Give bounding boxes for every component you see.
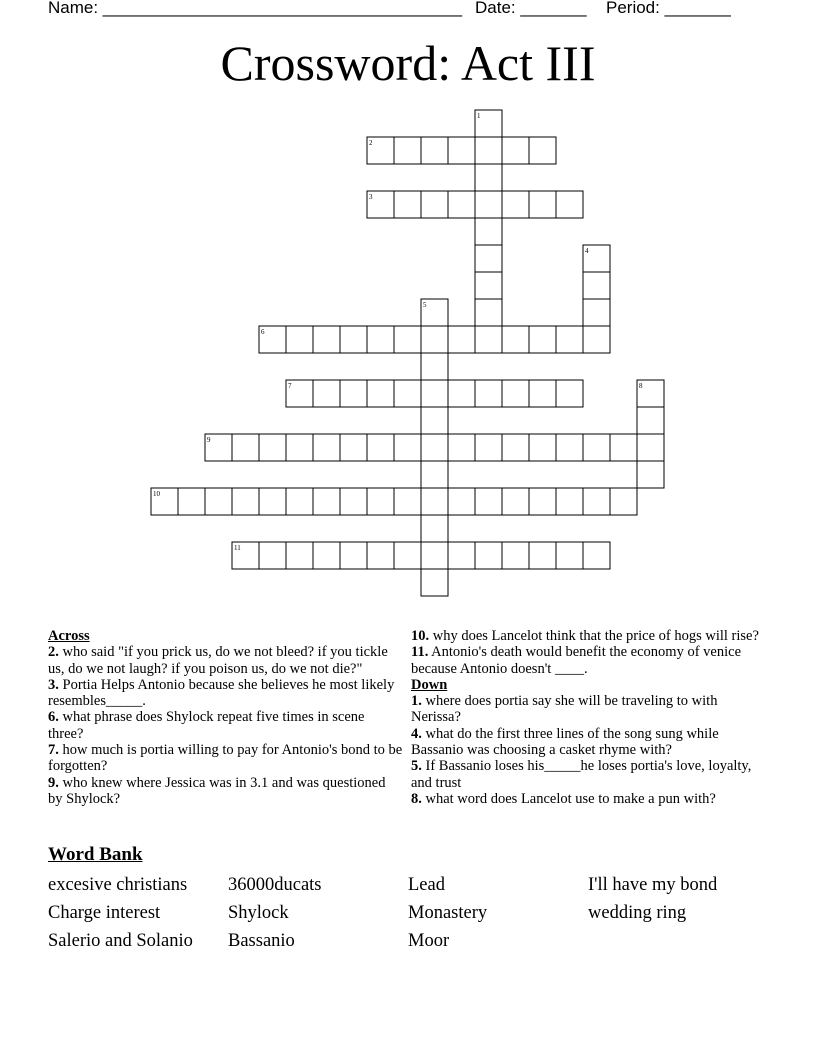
across-heading: Across — [48, 628, 90, 644]
page-title: Crossword: Act III — [220, 35, 596, 91]
grid-cell[interactable] — [529, 191, 556, 218]
grid-cell[interactable] — [394, 380, 421, 407]
grid-cell[interactable] — [367, 326, 394, 353]
grid-cell[interactable] — [313, 434, 340, 461]
clue-number: 2 — [369, 139, 373, 147]
grid-cell[interactable] — [475, 299, 502, 326]
clue-across-9: 9. who knew where Jessica was in 3.1 and was questioned by Shylock? — [48, 774, 386, 807]
clue-number: 8 — [639, 382, 643, 390]
grid-cell[interactable] — [394, 191, 421, 218]
grid-cell[interactable] — [421, 542, 448, 569]
grid-cell[interactable] — [529, 542, 556, 569]
grid-cell[interactable] — [205, 488, 232, 515]
word-bank-item: Charge interest — [48, 903, 161, 923]
grid-cell[interactable] — [421, 191, 448, 218]
word-bank-item: excesive christians — [48, 875, 188, 895]
grid-cell[interactable] — [475, 434, 502, 461]
grid-cell[interactable] — [367, 380, 394, 407]
across-clues — [48, 628, 403, 807]
grid-cell[interactable] — [583, 488, 610, 515]
grid-cell[interactable] — [529, 326, 556, 353]
grid-cell[interactable] — [556, 488, 583, 515]
clue-number: 7 — [288, 382, 292, 390]
clue-number: 4 — [585, 247, 589, 255]
grid-cell[interactable] — [367, 488, 394, 515]
clue-down-8: 8. what word does Lancelot use to make a pun with? — [411, 790, 716, 807]
grid-cell[interactable] — [259, 488, 286, 515]
clue-number: 6 — [261, 328, 265, 336]
grid-cell[interactable] — [448, 137, 475, 164]
grid-cell[interactable] — [475, 542, 502, 569]
grid-cell[interactable] — [502, 326, 529, 353]
grid-cell[interactable] — [340, 542, 367, 569]
clue-across-11: 11. Antonio's death would benefit the economy of venice because Antonio doesn't ____. — [411, 644, 741, 677]
grid-cell[interactable] — [394, 488, 421, 515]
grid-cell[interactable] — [529, 488, 556, 515]
grid-cell[interactable] — [637, 407, 664, 434]
grid-cell[interactable] — [421, 137, 448, 164]
grid-cell[interactable] — [394, 434, 421, 461]
word-bank-item: Salerio and Solanio — [48, 931, 193, 951]
clue-number: 9 — [207, 436, 211, 444]
grid-cell[interactable] — [475, 245, 502, 272]
clue-number: 3 — [369, 193, 373, 201]
word-bank-item: wedding ring — [588, 903, 687, 923]
grid-cell[interactable] — [394, 326, 421, 353]
grid-cell[interactable] — [286, 488, 313, 515]
clue-down-4: 4. what do the first three lines of the song sung while Bassanio was choosing a casket rhyme with? — [411, 725, 719, 759]
grid-cell[interactable] — [556, 434, 583, 461]
grid-cell[interactable] — [529, 137, 556, 164]
clue-across-3: 3. Portia Helps Antonio because she believes he most likely resembles_____. — [48, 676, 395, 710]
grid-cell[interactable] — [340, 380, 367, 407]
grid-cell[interactable] — [583, 299, 610, 326]
grid-cell[interactable] — [340, 326, 367, 353]
word-bank-title: Word Bank — [48, 844, 143, 865]
grid-cell[interactable] — [421, 461, 448, 488]
grid-cell[interactable] — [286, 542, 313, 569]
grid-cell[interactable] — [421, 569, 448, 596]
grid-cell[interactable] — [286, 326, 313, 353]
grid-cell[interactable] — [232, 488, 259, 515]
word-bank-item: Shylock — [228, 903, 289, 923]
grid-cell[interactable] — [259, 434, 286, 461]
grid-cell[interactable] — [475, 218, 502, 245]
grid-cell[interactable] — [421, 434, 448, 461]
grid-cell[interactable] — [286, 434, 313, 461]
word-bank-item: Moor — [408, 931, 450, 951]
grid-cell[interactable] — [340, 434, 367, 461]
clues-column-2 — [411, 628, 761, 807]
grid-cell[interactable] — [502, 542, 529, 569]
word-bank-item: I'll have my bond — [588, 875, 718, 895]
word-bank-item: Lead — [408, 875, 445, 895]
grid-cell[interactable] — [421, 515, 448, 542]
grid-cell[interactable] — [556, 326, 583, 353]
grid-cell[interactable] — [475, 164, 502, 191]
clue-number: 1 — [477, 112, 481, 120]
grid-cell[interactable] — [448, 434, 475, 461]
grid-cell[interactable] — [394, 137, 421, 164]
clue-number: 11 — [234, 544, 241, 552]
period-field[interactable]: Period: _______ — [606, 0, 731, 17]
grid-cell[interactable] — [367, 542, 394, 569]
grid-cell[interactable] — [583, 542, 610, 569]
grid-cell[interactable] — [421, 488, 448, 515]
grid-cell[interactable] — [637, 434, 664, 461]
word-bank-item: Bassanio — [228, 931, 295, 951]
grid-cell[interactable] — [502, 380, 529, 407]
grid-cell[interactable] — [394, 542, 421, 569]
grid-cell[interactable] — [313, 380, 340, 407]
grid-cell[interactable] — [448, 191, 475, 218]
clue-number: 10 — [153, 490, 160, 498]
grid-cell[interactable] — [448, 380, 475, 407]
grid-cell[interactable] — [448, 326, 475, 353]
grid-cell[interactable] — [367, 434, 394, 461]
grid-cell[interactable] — [583, 326, 610, 353]
grid-cell[interactable] — [340, 488, 367, 515]
clue-across-10: 10. why does Lancelot think that the price of hogs will rise? — [411, 628, 759, 644]
grid-cell[interactable] — [475, 488, 502, 515]
grid-cell[interactable] — [502, 191, 529, 218]
grid-cell[interactable] — [448, 542, 475, 569]
grid-cell[interactable] — [178, 488, 205, 515]
clue-down-5: 5. If Bassanio loses his_____he loses portia's love, loyalty, and trust — [411, 758, 752, 791]
name-field[interactable]: Name: ______________________________________ — [48, 0, 463, 17]
grid-cell[interactable] — [313, 488, 340, 515]
clue-across-6: 6. what phrase does Shylock repeat five times in scene three? — [48, 709, 365, 742]
clue-across-2: 2. who said "if you prick us, do we not bleed? if you tickle us, do we not laugh? if you poison us, do we not die?" — [48, 644, 388, 677]
grid-cell[interactable] — [502, 434, 529, 461]
grid-cell[interactable] — [421, 353, 448, 380]
word-bank-item: Monastery — [408, 903, 488, 923]
grid-cell[interactable] — [475, 326, 502, 353]
date-field[interactable]: Date: _______ — [475, 0, 587, 17]
grid-cell[interactable] — [475, 137, 502, 164]
grid-cell[interactable] — [529, 380, 556, 407]
grid-cell[interactable] — [502, 137, 529, 164]
clue-number: 5 — [423, 301, 427, 309]
grid-cell[interactable] — [421, 407, 448, 434]
grid-cell[interactable] — [610, 434, 637, 461]
grid-cell[interactable] — [556, 542, 583, 569]
down-heading: Down — [411, 676, 448, 693]
clue-across-7: 7. how much is portia willing to pay for Antonio's bond to be forgotten? — [48, 742, 403, 775]
grid-cell[interactable] — [421, 380, 448, 407]
grid-cell[interactable] — [637, 461, 664, 488]
grid-cell[interactable] — [313, 542, 340, 569]
grid-cell[interactable] — [313, 326, 340, 353]
grid-cell[interactable] — [556, 191, 583, 218]
word-bank-item: 36000ducats — [228, 875, 322, 895]
grid-cell[interactable] — [610, 488, 637, 515]
grid-cell[interactable] — [475, 272, 502, 299]
grid-cell[interactable] — [502, 488, 529, 515]
grid-cell[interactable] — [475, 380, 502, 407]
clue-down-1: 1. where does portia say she will be traveling to with Nerissa? — [411, 693, 718, 726]
grid-cell[interactable] — [448, 488, 475, 515]
grid-cell[interactable] — [529, 434, 556, 461]
grid-cell[interactable] — [259, 542, 286, 569]
grid-cell[interactable] — [583, 434, 610, 461]
grid-cell[interactable] — [421, 326, 448, 353]
grid-cell[interactable] — [556, 380, 583, 407]
grid-cell[interactable] — [475, 191, 502, 218]
grid-cell[interactable] — [232, 434, 259, 461]
grid-cell[interactable] — [583, 272, 610, 299]
